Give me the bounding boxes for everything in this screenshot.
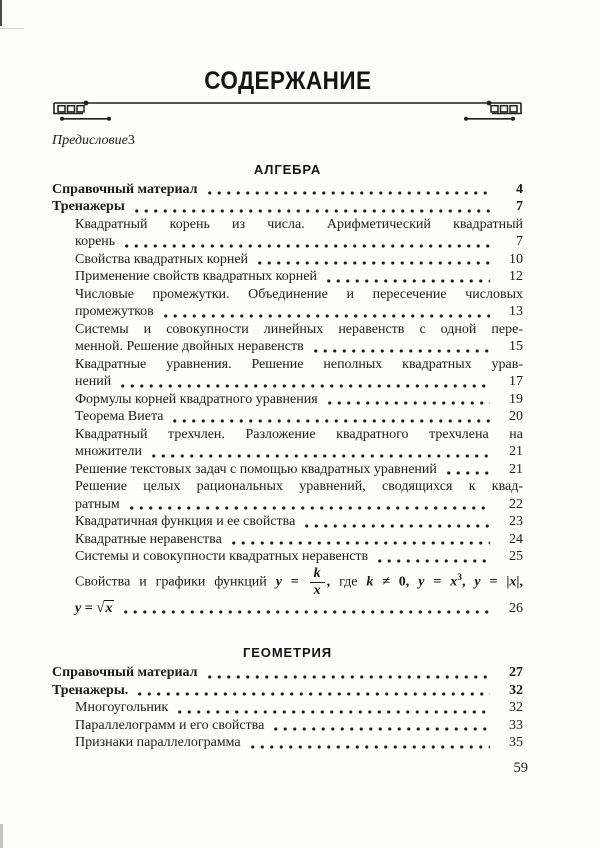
toc-entry-label: Предисловие [52, 133, 128, 148]
math-superscript: 3 [457, 572, 462, 583]
toc-entry [52, 251, 523, 269]
math-sqrt [96, 601, 114, 616]
math-run: = [81, 600, 97, 616]
toc-entry [52, 426, 523, 461]
toc-entry-last-line [75, 338, 523, 356]
toc-entry [52, 664, 523, 682]
toc-entry-last-line [75, 391, 523, 409]
toc-entry-label: промежутков [75, 304, 154, 319]
radical-sign: √ [96, 599, 105, 616]
page-ref: 20 [509, 409, 523, 424]
toc-entry-preface [52, 132, 523, 150]
section-heading: ГЕОМЕТРИЯ [242, 645, 333, 661]
fraction-denominator: x [310, 582, 325, 599]
toc-entry-line: Решение целых рациональных уравнений, сводящихся к квад- [75, 479, 523, 494]
toc-entry [52, 478, 523, 513]
dot-leader [444, 471, 490, 475]
toc-entry-line: Числовые промежутки. Объединение и пересечение числовых [75, 286, 523, 302]
toc-entry [52, 286, 523, 321]
dot-leader [311, 349, 490, 353]
page-ref: 3 [127, 133, 135, 148]
toc-entry-last-line [75, 548, 523, 566]
toc-entry-last-line [75, 233, 523, 251]
toc-entry-last-line [75, 268, 523, 286]
toc-entry-last-line [75, 717, 523, 735]
toc-entry [52, 734, 523, 752]
toc-entry-last-line [75, 734, 523, 752]
toc-entry-label: Свойства квадратных корней [75, 251, 249, 267]
toc-entry [52, 198, 523, 216]
toc-entry [52, 548, 523, 566]
page-ref: 35 [509, 735, 523, 751]
toc-entry-label: ратным [75, 496, 120, 512]
toc-entry-label: Решение текстовых задач с помощью квадратных уравнений [75, 461, 437, 477]
toc-entry-label: Параллелограмм и его свойства [75, 717, 265, 733]
page-ref: 4 [516, 181, 523, 197]
toc-entry-label: множители [75, 444, 142, 459]
page-content [0, 68, 600, 752]
math-run: , [326, 574, 331, 590]
dot-leader [271, 727, 490, 731]
toc-entry [52, 181, 523, 199]
toc-entry [52, 321, 523, 356]
math-run: x [450, 574, 458, 590]
toc-entry-line: Квадратный трехчлен. Разложение квадратного трехчлена на [75, 426, 523, 442]
toc-entry [52, 717, 523, 735]
toc-entry [52, 216, 523, 251]
page-ref: 19 [509, 391, 523, 407]
dot-leader [149, 454, 490, 458]
dot-leader [255, 261, 490, 265]
toc-entry-last-line [75, 699, 523, 717]
toc-entry-label: Справочный материал [52, 181, 198, 197]
toc-entry-label: Признаки параллелограмма [75, 735, 241, 751]
math-run: |, [516, 574, 523, 590]
scan-edge-artifact [0, 0, 2, 26]
ornament-divider-icon [52, 97, 523, 123]
toc-entry-last-line [75, 496, 523, 514]
toc-entry-label: Тренажеры. [52, 682, 129, 698]
toc-entry [52, 531, 523, 549]
page-ref: 26 [509, 600, 523, 616]
toc-entry-label [75, 600, 114, 618]
dot-leader [302, 524, 490, 528]
toc-entry-label: Квадратные неравенства [75, 531, 222, 547]
page-ref: 23 [509, 514, 523, 529]
math-run: y [474, 574, 481, 590]
dot-leader [161, 314, 490, 318]
dot-leader [121, 610, 490, 614]
page-ref: 25 [509, 549, 523, 564]
toc-entry [52, 513, 523, 531]
math-run: y [418, 574, 425, 590]
toc-entry-last-line [75, 303, 523, 321]
toc-entry [52, 566, 523, 618]
radicand: x [105, 600, 113, 616]
toc-entry-label: Применение свойств квадратных корней [75, 269, 317, 284]
toc-sections [52, 161, 523, 752]
math-run: = | [480, 574, 510, 590]
dot-leader [175, 710, 490, 714]
toc-entry-label: Квадратичная функция и ее свойства [75, 514, 296, 529]
toc-entry-label: Формулы корней квадратного уравнения [75, 391, 318, 407]
math-run: x [509, 574, 517, 590]
dot-leader [205, 675, 490, 679]
math-run: = [424, 574, 451, 590]
page-number: 59 [513, 760, 528, 776]
dot-leader [127, 506, 490, 510]
toc-entry-line: Квадратные уравнения. Решение неполных квадратных урав- [75, 356, 523, 372]
dot-leader [375, 559, 490, 563]
dot-leader [205, 191, 490, 195]
dot-leader [325, 401, 490, 405]
toc-entry [52, 356, 523, 391]
toc-entry-last-line [75, 443, 523, 461]
page-ref: 24 [509, 531, 523, 547]
toc-entry-last-line [75, 251, 523, 269]
page-ref: 21 [509, 444, 523, 459]
table-of-contents [52, 132, 523, 752]
math-run: ≠ 0, [373, 574, 419, 590]
toc-entry-line: Системы и совокупности линейных неравенств с одной пере- [75, 321, 523, 337]
toc-entry-last-line [75, 531, 523, 549]
toc-entry-last-line [75, 461, 523, 479]
page-ref: 13 [509, 304, 523, 319]
page-ref: 27 [509, 665, 523, 681]
page-ref: 21 [509, 461, 523, 477]
toc-entry-label: менной. Решение двойных неравенств [75, 339, 304, 354]
text-run: где [330, 574, 367, 590]
text-run: Свойства и графики функций [75, 574, 276, 590]
fraction-numerator: k [313, 565, 321, 581]
toc-entry-last-line [52, 682, 523, 700]
toc-entry-line: Квадратный корень из числа. Арифметический квадратный [75, 216, 523, 232]
math-run: = [281, 574, 308, 590]
toc-entry [52, 699, 523, 717]
toc-entry-last-line [75, 513, 523, 531]
toc-entry-label: Теорема Виета [75, 409, 164, 424]
math-fraction [310, 567, 325, 599]
math-run: y [275, 574, 282, 590]
dot-leader [118, 384, 490, 388]
toc-entry [52, 268, 523, 286]
scan-edge-artifact [0, 28, 24, 29]
page-ref: 12 [509, 269, 523, 284]
toc-entry-last-line [52, 181, 523, 199]
toc-entry-last-line [75, 408, 523, 426]
page-ref: 7 [516, 199, 523, 214]
toc-entry-last-line [75, 373, 523, 391]
dot-leader [122, 244, 490, 248]
toc-entry-label: Многоугольник [75, 700, 169, 716]
toc-entry-label: Тренажеры [52, 199, 125, 214]
page-ref: 17 [509, 374, 523, 389]
toc-entry [52, 461, 523, 479]
toc-entry-label: Системы и совокупности квадратных неравенств [75, 549, 369, 564]
dot-leader [170, 419, 490, 423]
toc-entry [52, 682, 523, 700]
toc-entry [52, 408, 523, 426]
page-ref: 10 [509, 251, 523, 267]
page-ref: 7 [516, 234, 523, 249]
page-ref: 32 [509, 700, 523, 716]
math-run: k [366, 574, 374, 590]
toc-entry-line [75, 566, 523, 600]
page-ref: 32 [509, 682, 523, 698]
toc-entry-label: Справочный материал [52, 665, 198, 681]
toc-entry-label: корень [75, 234, 116, 249]
toc-entry-label: нений [75, 374, 112, 389]
dot-leader [229, 541, 490, 545]
toc-entry-last-line [52, 664, 523, 682]
page-ref: 33 [509, 717, 523, 733]
dot-leader [324, 279, 490, 283]
page-ref: 15 [509, 339, 523, 354]
dot-leader [248, 745, 490, 749]
page-ref: 22 [509, 496, 523, 512]
toc-entry-last-line [75, 600, 523, 618]
math-run: , [461, 574, 475, 590]
page-title: СОДЕРЖАНИЕ [203, 67, 372, 95]
scan-edge-artifact [0, 824, 3, 848]
toc-entry [52, 391, 523, 409]
dot-leader [132, 209, 490, 213]
section-heading: АЛГЕБРА [253, 161, 322, 177]
toc-entry-last-line [52, 198, 523, 216]
math-run: y [75, 600, 82, 616]
dot-leader [135, 692, 490, 696]
